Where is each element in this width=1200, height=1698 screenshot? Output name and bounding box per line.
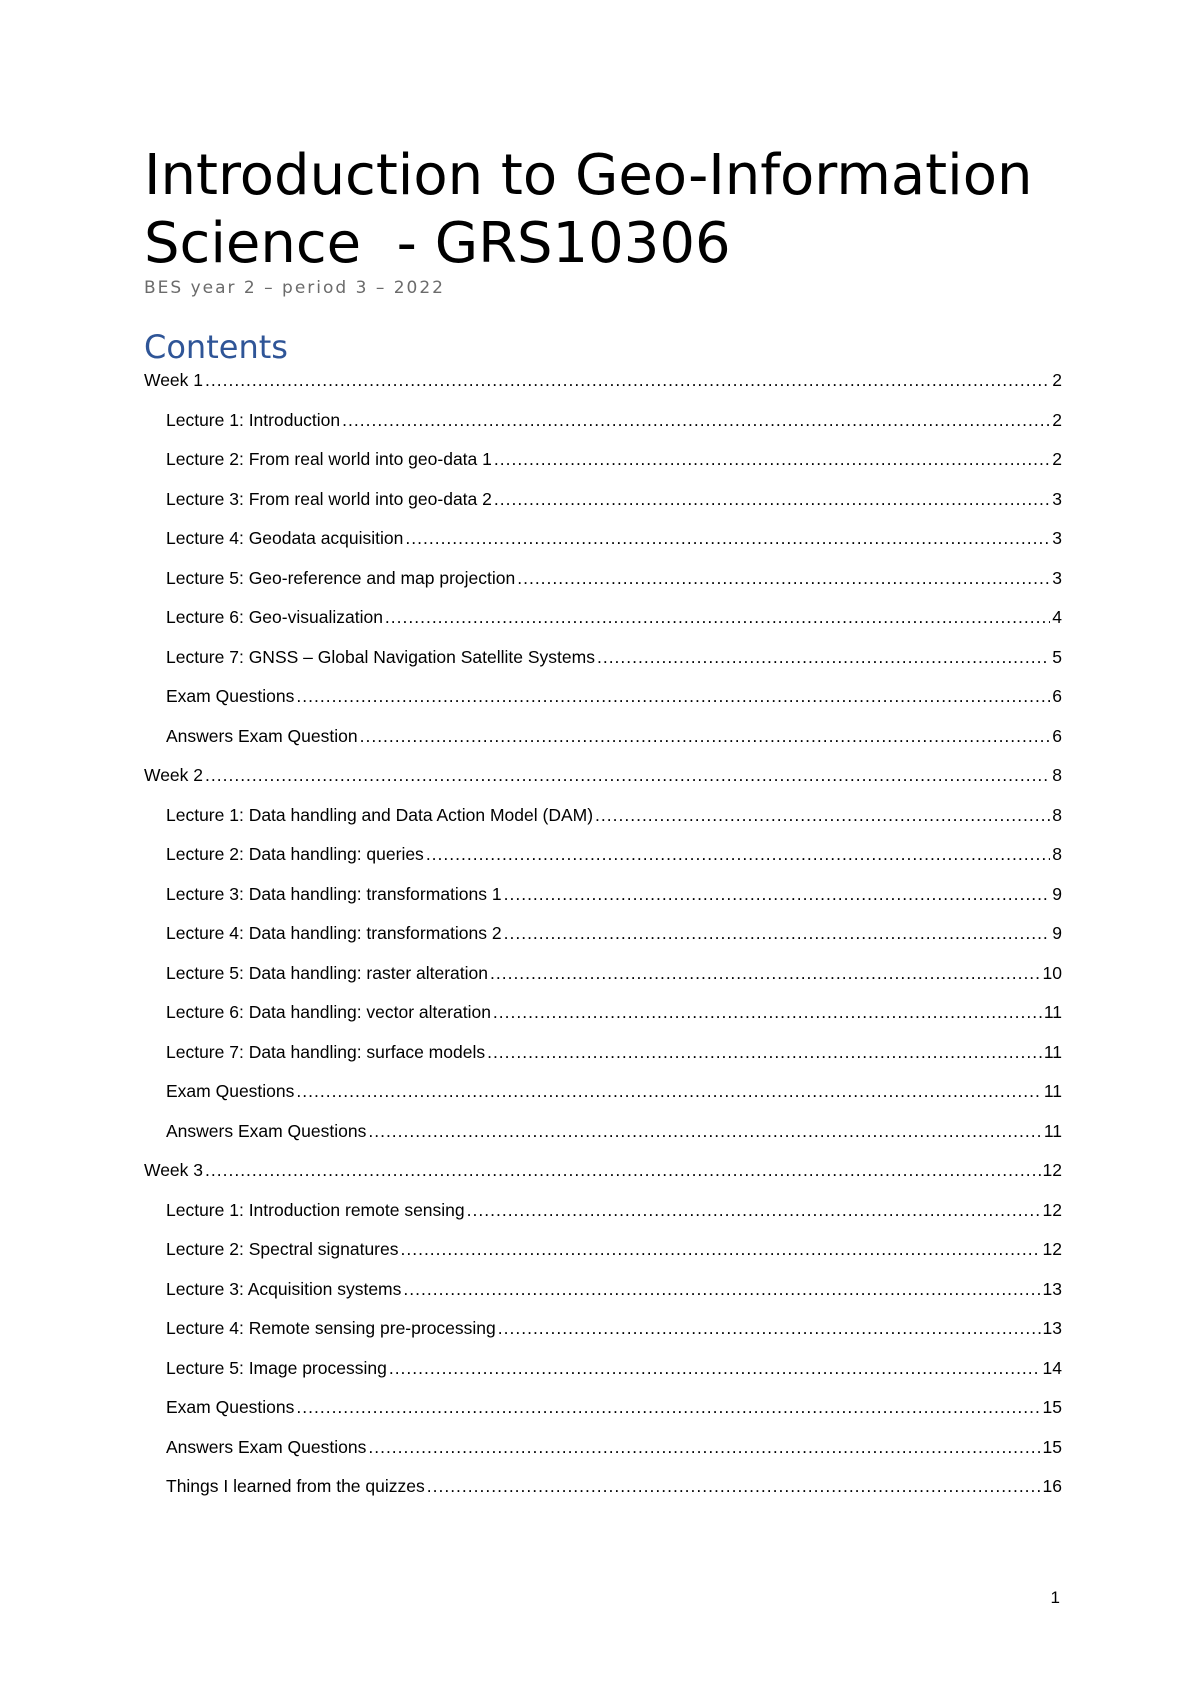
toc-dot-leader xyxy=(385,607,1050,628)
toc-dot-leader xyxy=(389,1358,1041,1379)
toc-lecture-entry[interactable] xyxy=(144,607,1062,647)
toc-entry-page: 4 xyxy=(1052,607,1062,627)
toc-dot-leader xyxy=(517,568,1050,589)
toc-entry-label: Lecture 1: Introduction remote sensing xyxy=(166,1199,465,1220)
toc-dot-leader xyxy=(595,805,1050,826)
toc-lecture-entry[interactable] xyxy=(144,489,1062,529)
toc-entry-page: 2 xyxy=(1052,409,1062,430)
toc-entry-page: 6 xyxy=(1052,686,1062,706)
toc-entry-label: Lecture 6: Geo-visualization xyxy=(166,607,383,627)
toc-entry-page: 3 xyxy=(1052,488,1062,509)
toc-lecture-entry[interactable] xyxy=(144,963,1062,1003)
toc-lecture-entry[interactable] xyxy=(144,686,1062,726)
toc-entry-label: Lecture 5: Geo-reference and map projection xyxy=(166,567,516,588)
toc-entry-label: Exam Questions xyxy=(166,1397,295,1417)
toc-dot-leader xyxy=(368,1437,1040,1458)
toc-dot-leader xyxy=(504,884,1051,905)
toc-entry-page: 15 xyxy=(1042,1397,1062,1417)
toc-lecture-entry[interactable] xyxy=(144,1279,1062,1319)
toc-dot-leader xyxy=(405,528,1050,549)
toc-entry-label: Lecture 3: Data handling: transformations 1 xyxy=(166,883,502,904)
toc-lecture-entry[interactable] xyxy=(144,726,1062,766)
toc-entry-label: Answers Exam Questions xyxy=(166,1436,367,1457)
toc-lecture-entry[interactable] xyxy=(144,1318,1062,1358)
toc-entry-page: 8 xyxy=(1052,765,1062,785)
toc-dot-leader xyxy=(493,1002,1042,1023)
toc-dot-leader xyxy=(427,1476,1041,1497)
toc-dot-leader xyxy=(368,1121,1041,1142)
toc-dot-leader xyxy=(504,923,1051,944)
toc-entry-page: 8 xyxy=(1052,844,1062,864)
toc-entry-label: Lecture 4: Remote sensing pre-processing xyxy=(166,1318,496,1338)
toc-lecture-entry[interactable] xyxy=(144,410,1062,450)
toc-entry-label: Lecture 7: GNSS – Global Navigation Satellite Systems xyxy=(166,646,595,667)
toc-entry-label: Lecture 5: Data handling: raster alteration xyxy=(166,962,488,983)
toc-dot-leader xyxy=(296,1081,1041,1102)
toc-dot-leader xyxy=(401,1239,1041,1260)
toc-dot-leader xyxy=(494,489,1050,510)
toc-lecture-entry[interactable] xyxy=(144,1476,1062,1516)
toc-dot-leader xyxy=(296,686,1050,707)
toc-entry-label: Answers Exam Questions xyxy=(166,1120,367,1141)
table-of-contents xyxy=(144,370,1062,1516)
toc-entry-label: Lecture 3: From real world into geo-data 2 xyxy=(166,488,492,509)
toc-entry-page: 12 xyxy=(1042,1160,1062,1180)
toc-entry-page: 13 xyxy=(1042,1278,1062,1299)
toc-lecture-entry[interactable] xyxy=(144,844,1062,884)
toc-entry-label: Lecture 2: From real world into geo-data 1 xyxy=(166,449,492,469)
toc-dot-leader xyxy=(426,844,1050,865)
toc-entry-label: Week 1 xyxy=(144,370,204,390)
toc-entry-label: Lecture 2: Spectral signatures xyxy=(166,1239,399,1259)
toc-entry-label: Lecture 1: Data handling and Data Action Model (DAM) xyxy=(166,804,594,825)
toc-lecture-entry[interactable] xyxy=(144,1437,1062,1477)
toc-entry-page: 13 xyxy=(1042,1318,1062,1338)
toc-dot-leader xyxy=(205,765,1050,786)
toc-entry-label: Lecture 4: Data handling: transformations 2 xyxy=(166,923,502,943)
toc-week-entry[interactable] xyxy=(144,1160,1062,1200)
toc-entry-page: 9 xyxy=(1052,923,1062,943)
document-title: Introduction to Geo-Information Science - GRS10306 xyxy=(144,143,1033,276)
toc-lecture-entry[interactable] xyxy=(144,884,1062,924)
toc-lecture-entry[interactable] xyxy=(144,1081,1062,1121)
toc-lecture-entry[interactable] xyxy=(144,805,1062,845)
toc-entry-label: Lecture 1: Introduction xyxy=(166,409,341,430)
toc-entry-page: 12 xyxy=(1042,1199,1062,1220)
toc-entry-page: 6 xyxy=(1052,725,1062,746)
toc-entry-label: Things I learned from the quizzes xyxy=(166,1476,425,1496)
toc-entry-label: Lecture 3: Acquisition systems xyxy=(166,1278,402,1299)
page-number: 1 xyxy=(1050,1588,1060,1607)
toc-lecture-entry[interactable] xyxy=(144,647,1062,687)
toc-entry-page: 9 xyxy=(1052,883,1062,904)
toc-lecture-entry[interactable] xyxy=(144,1239,1062,1279)
toc-entry-label: Week 3 xyxy=(144,1160,204,1180)
toc-entry-page: 15 xyxy=(1042,1436,1062,1457)
toc-dot-leader xyxy=(490,963,1041,984)
toc-entry-label: Exam Questions xyxy=(166,1081,295,1101)
toc-lecture-entry[interactable] xyxy=(144,1002,1062,1042)
toc-entry-page: 10 xyxy=(1042,962,1062,983)
toc-dot-leader xyxy=(403,1279,1040,1300)
toc-lecture-entry[interactable] xyxy=(144,1042,1062,1082)
toc-entry-label: Exam Questions xyxy=(166,686,295,706)
toc-dot-leader xyxy=(487,1042,1042,1063)
toc-entry-page: 2 xyxy=(1052,370,1062,390)
toc-lecture-entry[interactable] xyxy=(144,1121,1062,1161)
toc-dot-leader xyxy=(467,1200,1041,1221)
document-subtitle: BES year 2 – period 3 – 2022 xyxy=(144,278,445,298)
toc-dot-leader xyxy=(597,647,1050,668)
toc-dot-leader xyxy=(494,449,1050,470)
toc-dot-leader xyxy=(205,370,1050,391)
toc-entry-page: 2 xyxy=(1052,449,1062,469)
toc-lecture-entry[interactable] xyxy=(144,1397,1062,1437)
toc-dot-leader xyxy=(205,1160,1041,1181)
toc-entry-label: Lecture 7: Data handling: surface models xyxy=(166,1041,486,1062)
toc-entry-label: Lecture 2: Data handling: queries xyxy=(166,844,424,864)
toc-entry-page: 3 xyxy=(1052,528,1062,548)
toc-entry-page: 12 xyxy=(1042,1239,1062,1259)
toc-lecture-entry[interactable] xyxy=(144,568,1062,608)
toc-entry-page: 11 xyxy=(1043,1002,1062,1022)
toc-entry-page: 8 xyxy=(1052,804,1062,825)
toc-week-entry[interactable] xyxy=(144,765,1062,805)
toc-entry-label: Answers Exam Question xyxy=(166,725,358,746)
toc-dot-leader xyxy=(498,1318,1041,1339)
toc-entry-label: Lecture 5: Image processing xyxy=(166,1357,387,1378)
toc-dot-leader xyxy=(296,1397,1040,1418)
toc-lecture-entry[interactable] xyxy=(144,1200,1062,1240)
toc-entry-label: Lecture 6: Data handling: vector alteration xyxy=(166,1002,491,1022)
toc-entry-page: 11 xyxy=(1043,1120,1062,1141)
toc-entry-page: 5 xyxy=(1052,646,1062,667)
toc-week-entry[interactable] xyxy=(144,370,1062,410)
toc-lecture-entry[interactable] xyxy=(144,528,1062,568)
toc-dot-leader xyxy=(342,410,1050,431)
toc-dot-leader xyxy=(360,726,1051,747)
contents-heading: Contents xyxy=(144,328,288,366)
toc-entry-page: 3 xyxy=(1052,567,1062,588)
toc-lecture-entry[interactable] xyxy=(144,1358,1062,1398)
toc-entry-label: Lecture 4: Geodata acquisition xyxy=(166,528,404,548)
toc-entry-page: 11 xyxy=(1043,1041,1062,1062)
toc-lecture-entry[interactable] xyxy=(144,923,1062,963)
toc-lecture-entry[interactable] xyxy=(144,449,1062,489)
toc-entry-page: 11 xyxy=(1043,1081,1062,1101)
toc-entry-label: Week 2 xyxy=(144,765,204,785)
toc-entry-page: 16 xyxy=(1042,1476,1062,1496)
toc-entry-page: 14 xyxy=(1042,1357,1062,1378)
